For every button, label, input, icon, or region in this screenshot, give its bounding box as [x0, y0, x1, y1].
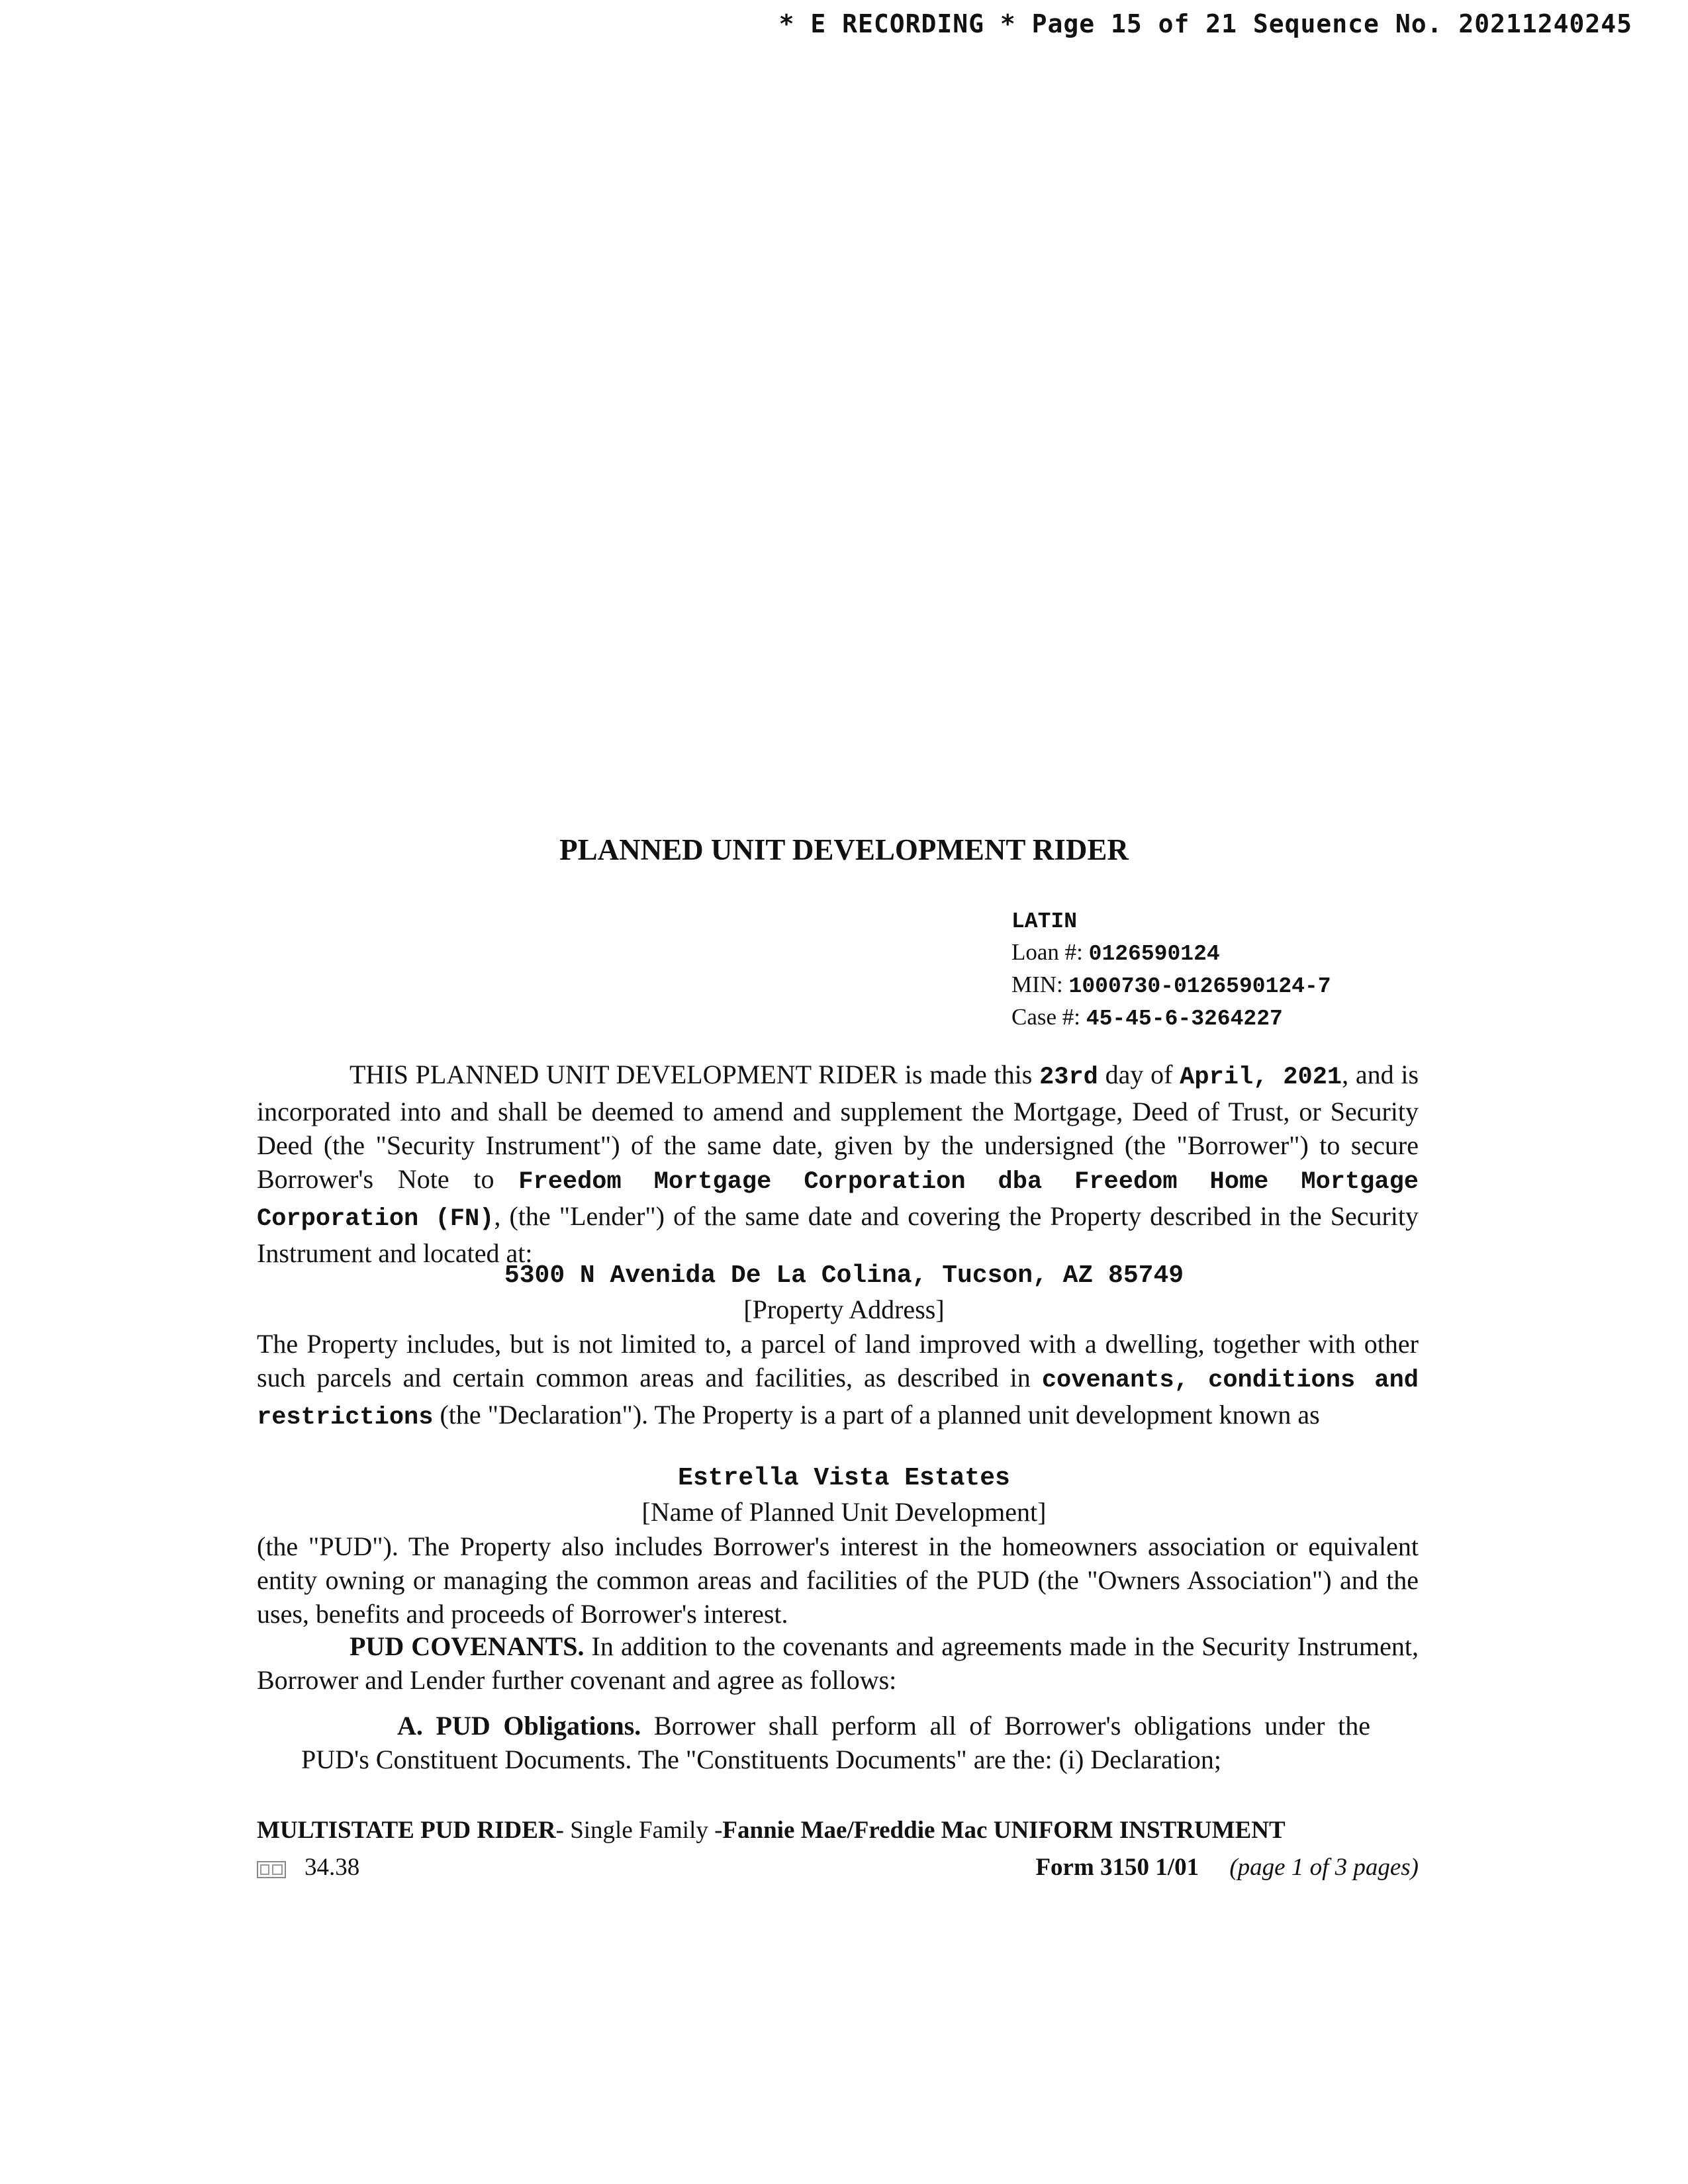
min-line	[1011, 970, 1331, 1002]
pud-name-label: [Name of Planned Unit Development]	[641, 1497, 1047, 1527]
lender-name: Freedom Mortgage Corporation dba Freedom Home Mortgage Corporation (FN)	[257, 1168, 1419, 1233]
property-text-2: (the "Declaration"). The Property is a part of a planned unit development known as	[433, 1400, 1320, 1430]
case-number-line	[1011, 1002, 1331, 1034]
property-paragraph	[257, 1327, 1419, 1435]
case-number-value: 45-45-6-3264227	[1086, 1007, 1283, 1031]
property-address: 5300 N Avenida De La Colina, Tucson, AZ 85749	[504, 1261, 1184, 1290]
borrower-code: LATIN	[1011, 909, 1078, 934]
footer-rider-name: MULTISTATE PUD RIDER	[257, 1817, 556, 1844]
footer-family-type: - Single Family -	[555, 1817, 723, 1844]
loan-number-value: 0126590124	[1088, 942, 1220, 966]
rider-day: 23rd	[1039, 1064, 1098, 1091]
footer-form-code: 34.38	[305, 1854, 360, 1881]
footer-instrument-line	[257, 1816, 1286, 1844]
pud-covenants-heading: PUD COVENANTS.	[350, 1631, 585, 1661]
pud-obligations-paragraph	[301, 1709, 1370, 1776]
property-text-1: The Property includes, but is not limited to, a parcel of land improved with a dwelling, together with other such parcels and certain common areas and facilities, as described in	[257, 1329, 1419, 1392]
loan-identifiers	[1011, 907, 1331, 1034]
footer-form-info	[1035, 1853, 1419, 1882]
document-title: PLANNED UNIT DEVELOPMENT RIDER	[559, 833, 1129, 866]
case-number-label: Case #:	[1011, 1004, 1081, 1030]
footer-instrument-name: Fannie Mae/Freddie Mac UNIFORM INSTRUMENT	[722, 1817, 1286, 1844]
pud-obligations-text: Borrower shall perform all of Borrower's obligations under the PUD's Constituent Documents. The "Constituents Documents" are the: (i) Declaration;	[301, 1711, 1370, 1774]
pud-paragraph: (the "PUD"). The Property also includes Borrower's interest in the homeowners association or equivalent entity owning or managing the common areas and facilities of the PUD (the "Owners Association") and the uses, benefits and proceeds of Borrower's interest.	[257, 1531, 1419, 1629]
footer-form-line	[257, 1853, 1419, 1885]
intro-text-2: day of	[1098, 1060, 1180, 1089]
pud-covenants-text: In addition to the covenants and agreements made in the Security Instrument, Borrower and Lender further covenant and agree as follows:	[257, 1631, 1419, 1695]
footer-form-code-group	[257, 1853, 359, 1882]
rider-month-year: April, 2021	[1180, 1064, 1342, 1091]
pud-obligations-heading: A. PUD Obligations.	[397, 1711, 641, 1741]
declaration-name: covenants, conditions and restrictions	[257, 1367, 1419, 1432]
min-value: 1000730-0126590124-7	[1068, 974, 1331, 999]
intro-paragraph	[257, 1058, 1419, 1270]
loan-number-line	[1011, 937, 1331, 970]
min-label: MIN:	[1011, 972, 1063, 997]
pud-covenants-paragraph	[257, 1629, 1419, 1697]
loan-number-label: Loan #:	[1011, 939, 1083, 965]
footer-page-info: (page 1 of 3 pages)	[1229, 1854, 1419, 1881]
intro-text-3: , and is incorporated into and shall be deemed to amend and supplement the Mortgage, Deed of Trust, or Security Deed (the "Security Instrument") of the same date, given by the undersigned (the "Borrower") to secure Borrower's Note to	[257, 1060, 1419, 1194]
form-vendor-logo-icon	[257, 1861, 286, 1878]
property-address-label: [Property Address]	[743, 1295, 945, 1324]
pud-name: Estrella Vista Estates	[678, 1464, 1010, 1492]
intro-text-1: THIS PLANNED UNIT DEVELOPMENT RIDER is made this	[350, 1060, 1040, 1089]
recording-header: * E RECORDING * Page 15 of 21 Sequence No. 20211240245	[778, 9, 1632, 38]
intro-text-4: , (the "Lender") of the same date and covering the Property described in the Security Instrument and located at:	[257, 1201, 1419, 1268]
footer-form-number: Form 3150 1/01	[1035, 1854, 1199, 1881]
